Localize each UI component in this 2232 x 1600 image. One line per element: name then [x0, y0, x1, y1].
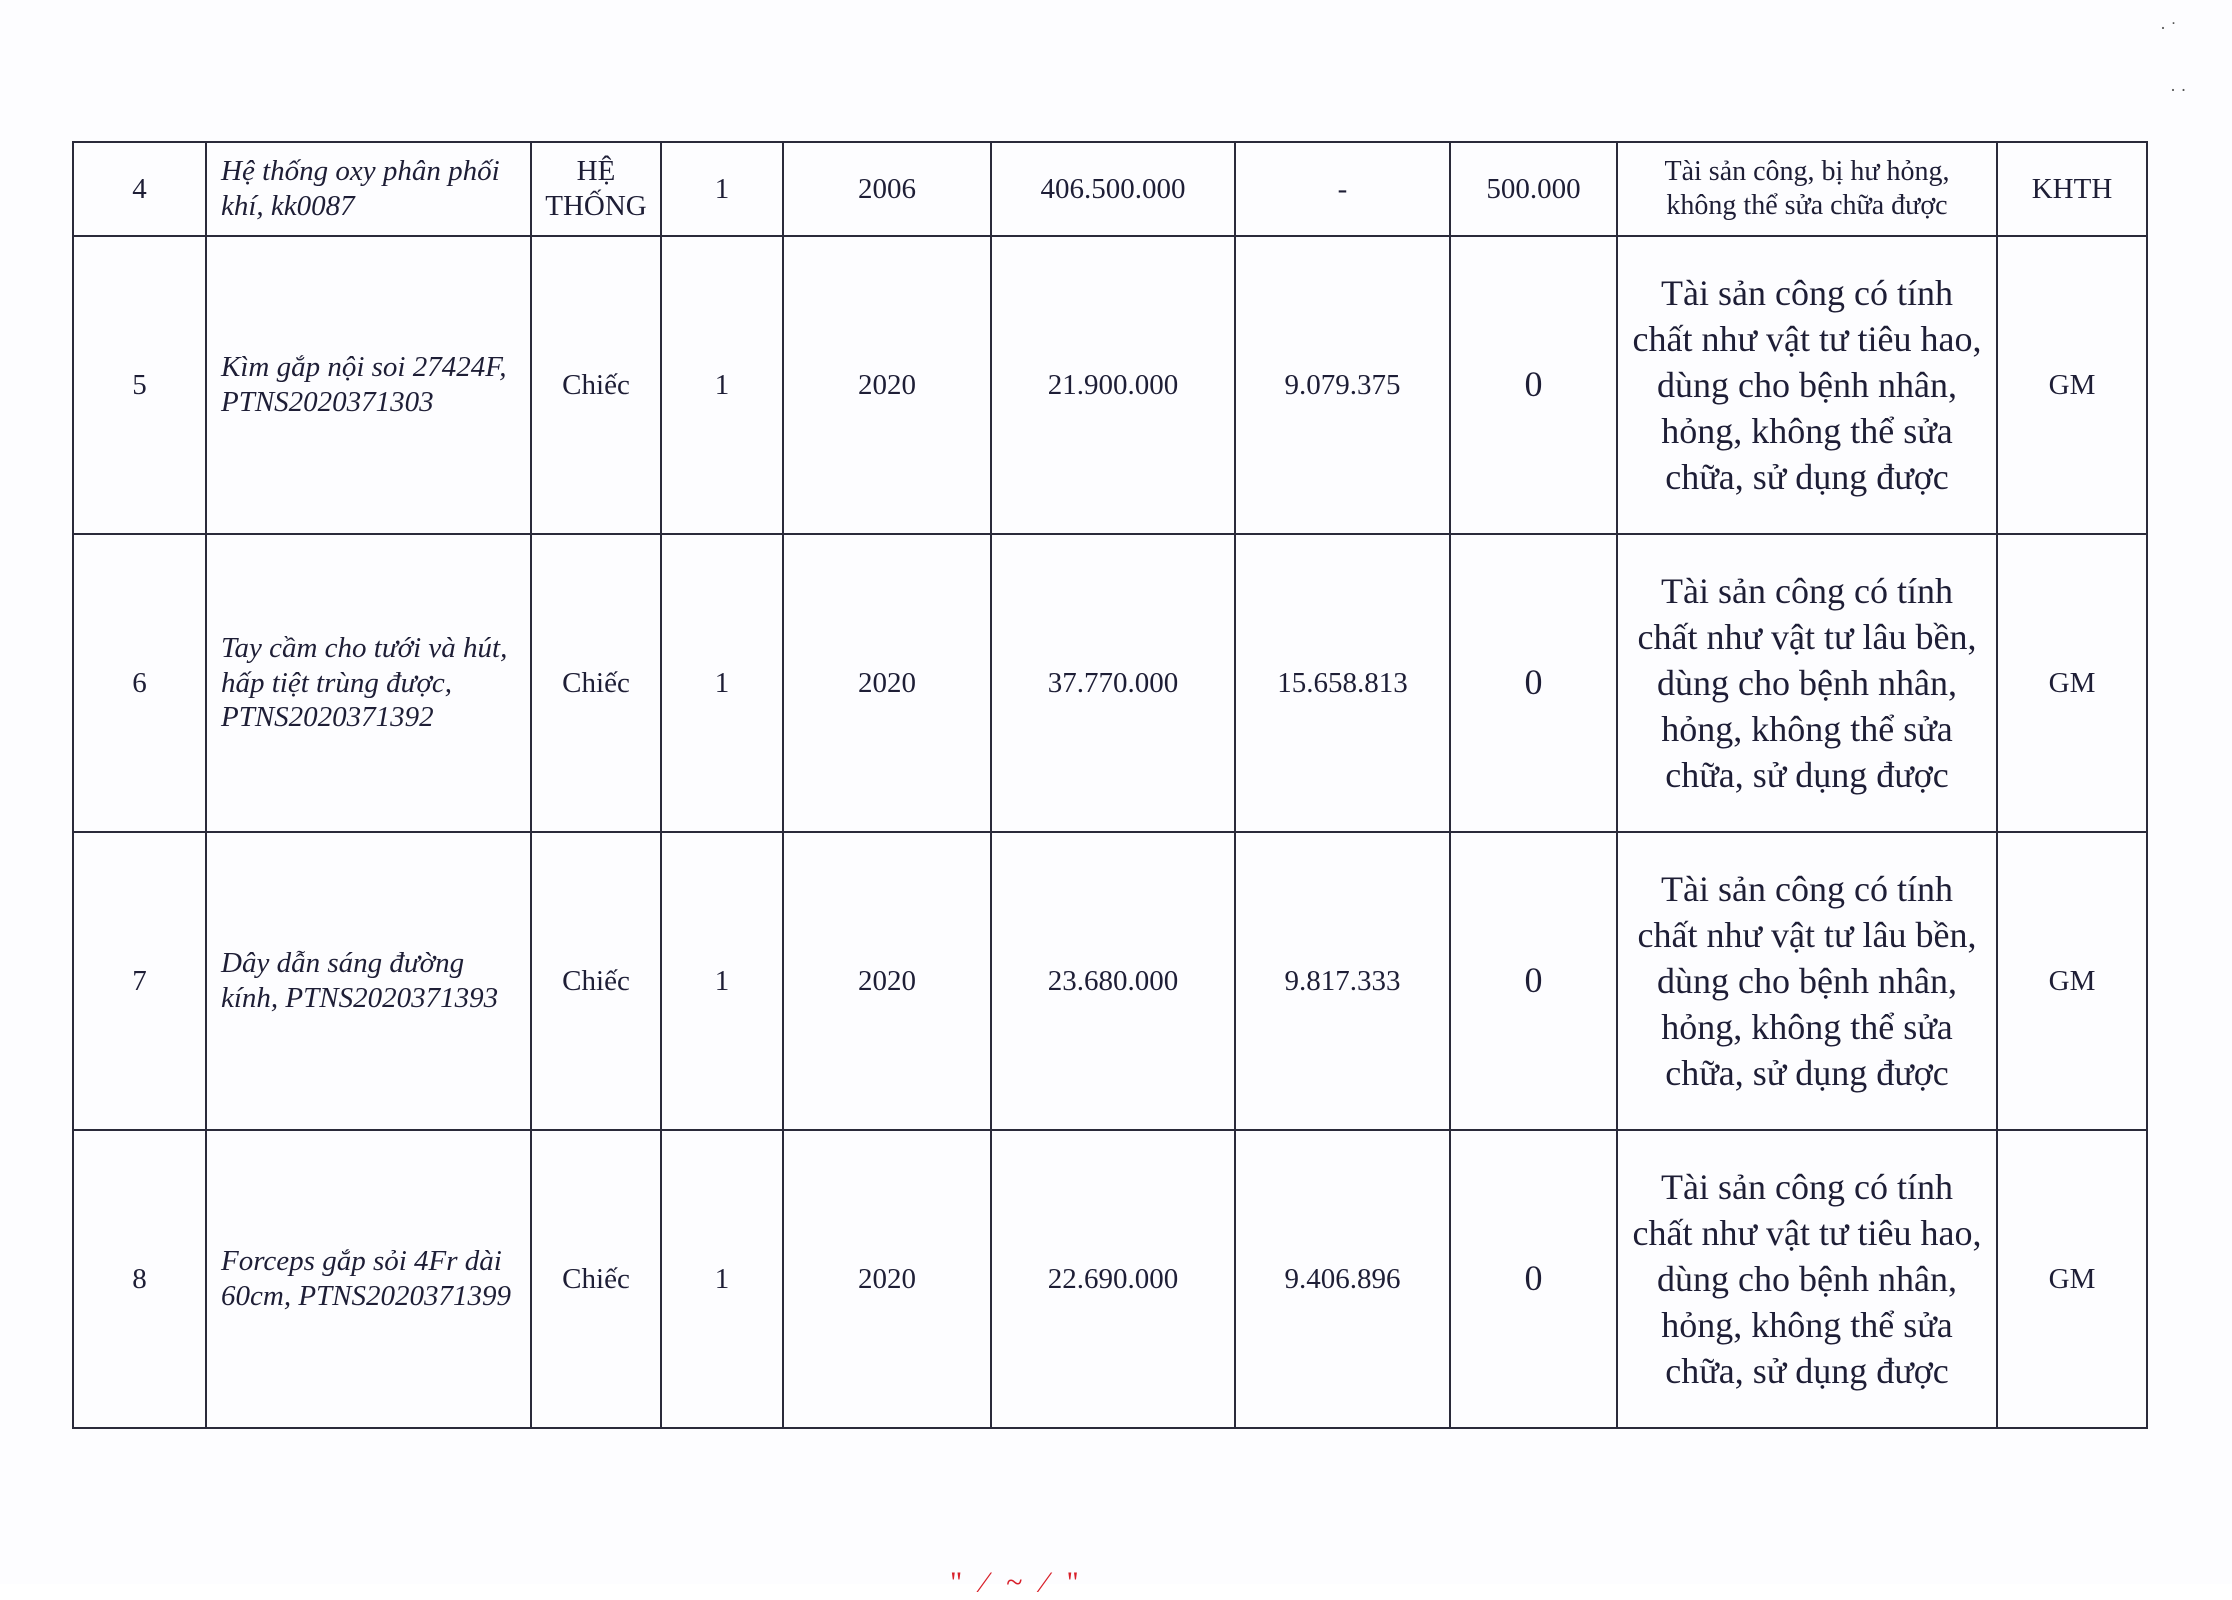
original-value: 23.680.000 — [991, 832, 1235, 1130]
table-row — [73, 832, 2147, 1130]
table-row — [73, 236, 2147, 534]
remaining-value: - — [1235, 142, 1450, 236]
asset-status: Tài sản công có tính chất như vật tư tiêu hao, dùng cho bệnh nhân, hỏng, không thể sửa chữa, sử dụng được — [1617, 236, 1997, 534]
unit: Chiếc — [531, 534, 661, 832]
unit: HỆ THỐNG — [531, 142, 661, 236]
row-number: 6 — [73, 534, 206, 832]
quantity: 1 — [661, 142, 783, 236]
department: GM — [1997, 832, 2147, 1130]
original-value: 406.500.000 — [991, 142, 1235, 236]
year: 2006 — [783, 142, 991, 236]
row-number: 5 — [73, 236, 206, 534]
asset-name: Dây dẫn sáng đường kính, PTNS2020371393 — [206, 832, 531, 1130]
remaining-value: 9.079.375 — [1235, 236, 1450, 534]
quantity: 1 — [661, 534, 783, 832]
department: KHTH — [1997, 142, 2147, 236]
row-number: 4 — [73, 142, 206, 236]
quantity: 1 — [661, 1130, 783, 1428]
department: GM — [1997, 236, 2147, 534]
unit: Chiếc — [531, 236, 661, 534]
recovery-value: 0 — [1450, 534, 1617, 832]
year: 2020 — [783, 832, 991, 1130]
year: 2020 — [783, 534, 991, 832]
department: GM — [1997, 1130, 2147, 1428]
original-value: 22.690.000 — [991, 1130, 1235, 1428]
recovery-value: 500.000 — [1450, 142, 1617, 236]
asset-name: Tay cầm cho tưới và hút, hấp tiệt trùng được, PTNS2020371392 — [206, 534, 531, 832]
table-row — [73, 1130, 2147, 1428]
asset-name: Kìm gắp nội soi 27424F, PTNS2020371303 — [206, 236, 531, 534]
asset-status: Tài sản công có tính chất như vật tư tiêu hao, dùng cho bệnh nhân, hỏng, không thể sửa chữa, sử dụng được — [1617, 1130, 1997, 1428]
unit: Chiếc — [531, 832, 661, 1130]
unit: Chiếc — [531, 1130, 661, 1428]
asset-name: Forceps gắp sỏi 4Fr dài 60cm, PTNS2020371399 — [206, 1130, 531, 1428]
asset-status: Tài sản công có tính chất như vật tư lâu bền, dùng cho bệnh nhân, hỏng, không thể sửa chữa, sử dụng được — [1617, 534, 1997, 832]
asset-table — [72, 141, 2148, 1429]
quantity: 1 — [661, 832, 783, 1130]
remaining-value: 15.658.813 — [1235, 534, 1450, 832]
quantity: 1 — [661, 236, 783, 534]
remaining-value: 9.406.896 — [1235, 1130, 1450, 1428]
recovery-value: 0 — [1450, 832, 1617, 1130]
recovery-value: 0 — [1450, 236, 1617, 534]
year: 2020 — [783, 1130, 991, 1428]
table-row — [73, 534, 2147, 832]
asset-status: Tài sản công có tính chất như vật tư lâu bền, dùng cho bệnh nhân, hỏng, không thể sửa chữa, sử dụng được — [1617, 832, 1997, 1130]
year: 2020 — [783, 236, 991, 534]
row-number: 8 — [73, 1130, 206, 1428]
asset-name: Hệ thống oxy phân phối khí, kk0087 — [206, 142, 531, 236]
row-number: 7 — [73, 832, 206, 1130]
recovery-value: 0 — [1450, 1130, 1617, 1428]
table-row — [73, 142, 2147, 236]
scan-artifact: · · — [2170, 80, 2187, 100]
original-value: 37.770.000 — [991, 534, 1235, 832]
asset-status: Tài sản công, bị hư hỏng, không thể sửa chữa được — [1617, 142, 1997, 236]
red-stamp-fragment: " ⁄ ~ ⁄ " — [950, 1566, 1085, 1599]
remaining-value: 9.817.333 — [1235, 832, 1450, 1130]
original-value: 21.900.000 — [991, 236, 1235, 534]
scan-artifact: · ˙ — [2160, 18, 2177, 38]
department: GM — [1997, 534, 2147, 832]
